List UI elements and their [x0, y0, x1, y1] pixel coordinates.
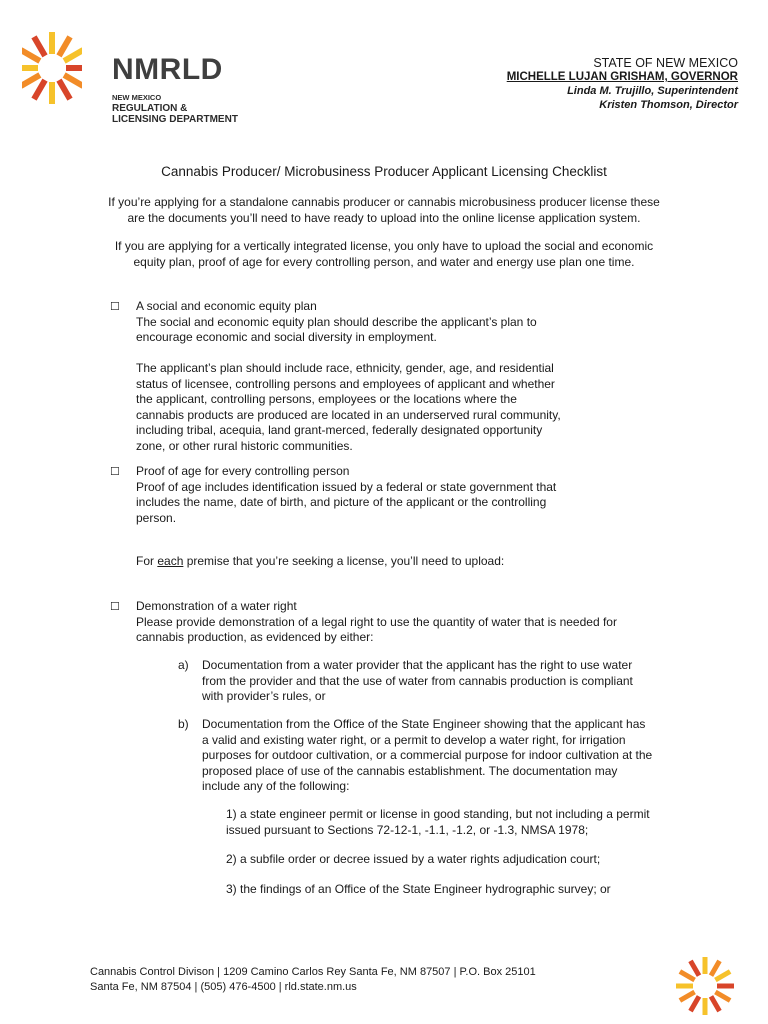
- item-heading: Demonstration of a water right: [136, 599, 297, 613]
- page-title: Cannabis Producer/ Microbusiness Producer Applicant Licensing Checklist: [161, 164, 607, 179]
- brand-line-3: LICENSING DEPARTMENT: [112, 114, 238, 125]
- intro-p2-line-1: If you are applying for a vertically integrated license, you only have to upload the social and economic: [114, 239, 654, 253]
- option-text-line: proposed place of use of the cannabis establishment. The documentation may: [202, 763, 618, 778]
- option-text-line: include any of the following:: [202, 779, 350, 793]
- option-text-line: purposes for outdoor cultivation, or a commercial purpose for indoor cultivation at the: [202, 748, 653, 762]
- item-equity-plan: [136, 299, 606, 454]
- footer-line-1: Cannabis Control Divison | 1209 Camino Carlos Rey Santa Fe, NM 87507 | P.O. Box 25101: [90, 966, 536, 978]
- intro-paragraph-2: [80, 239, 688, 270]
- item-text-line: Proof of age includes identification issued by a federal or state government that: [136, 479, 557, 494]
- option-text-line: with provider’s rules, or: [202, 689, 326, 703]
- intro-p1-line-2: are the documents you’ll need to have ready to upload into the online license application system.: [127, 210, 641, 225]
- premise-pre: For: [136, 554, 158, 568]
- item-text-line: includes the name, date of birth, and picture of the applicant or the controlling: [136, 495, 547, 509]
- item-text-line: cannabis production, as evidenced by either:: [136, 630, 374, 644]
- brand-block: [112, 54, 238, 125]
- sub-item-line: 1) a state engineer permit or license in good standing, but not including a permit: [226, 807, 650, 821]
- premise-emphasis: each: [157, 554, 184, 568]
- item-water-right: [136, 599, 656, 646]
- page-footer: [90, 965, 536, 994]
- option-b-label: b): [178, 717, 189, 731]
- brand-subtitle: [112, 92, 238, 125]
- item-proof-of-age: [136, 464, 606, 526]
- checkbox-equity-plan[interactable]: ☐: [110, 301, 120, 313]
- sub-item-2: 2) a subfile order or decree issued by a water rights adjudication court;: [226, 852, 601, 866]
- item-text-line: zone, or other rural historic communities.: [136, 438, 353, 453]
- premise-instruction: [136, 554, 606, 570]
- option-text-line: Documentation from a water provider that the applicant has the right to use water: [202, 658, 633, 672]
- item-text-line: encourage economic and social diversity in employment.: [136, 330, 437, 344]
- option-text-line: from the provider and that the use of water from cannabis production is compliant: [202, 673, 633, 688]
- item-heading: A social and economic equity plan: [136, 299, 317, 313]
- brand-name: NMRLD: [112, 53, 223, 86]
- item-text-line: Please provide demonstration of a legal right to use the quantity of water that is needed for: [136, 614, 617, 629]
- item-text-line: cannabis products are produced are located in an underserved rural community,: [136, 407, 561, 422]
- brand-line-2: REGULATION &: [112, 103, 188, 114]
- state-name: STATE OF NEW MEXICO: [593, 56, 738, 70]
- brand-line-1: NEW MEXICO: [112, 93, 162, 102]
- item-text-line: The applicant’s plan should include race, ethnicity, gender, age, and residential: [136, 361, 554, 375]
- intro-p1-line-1: If you’re applying for a standalone cannabis producer or cannabis microbusiness producer license these: [108, 195, 660, 209]
- option-a-label: a): [178, 658, 189, 672]
- sub-item-line: issued pursuant to Sections 72-12-1, -1.1, -1.2, or -1.3, NMSA 1978;: [226, 822, 589, 837]
- item-text-line: person.: [136, 510, 177, 525]
- item-text-line: the applicant, controlling persons, employees or the locations where the: [136, 392, 517, 406]
- nmrld-starburst-logo: [22, 28, 82, 108]
- checkbox-water-right[interactable]: ☐: [110, 601, 120, 613]
- governor-name: MICHELLE LUJAN GRISHAM, GOVERNOR: [506, 71, 738, 83]
- item-text-line: The social and economic equity plan should describe the applicant’s plan to: [136, 314, 537, 329]
- sub-item-3: 3) the findings of an Office of the State Engineer hydrographic survey; or: [226, 882, 611, 896]
- intro-p2-line-2: equity plan, proof of age for every controlling person, and water and energy use plan one time.: [133, 254, 635, 269]
- footer-starburst-logo: [676, 954, 734, 1018]
- option-b: [202, 717, 682, 795]
- checkbox-proof-of-age[interactable]: ☐: [110, 466, 120, 478]
- item-heading: Proof of age for every controlling person: [136, 464, 350, 478]
- intro-paragraph-1: [80, 195, 688, 226]
- superintendent-name: Linda M. Trujillo, Superintendent: [567, 85, 738, 97]
- item-text-line: status of licensee, controlling persons and employees of applicant and whether: [136, 376, 555, 391]
- option-text-line: a valid and existing water right, or a permit to develop a water right, for irrigation: [202, 732, 626, 747]
- footer-line-2: Santa Fe, NM 87504 | (505) 476-4500 | rld.state.nm.us: [90, 980, 357, 993]
- sub-item-1: [226, 807, 676, 838]
- premise-post: premise that you’re seeking a license, you’ll need to upload:: [183, 554, 505, 568]
- state-header: [507, 56, 738, 112]
- item-text-line: including tribal, acequia, land grant-merced, federally designated opportunity: [136, 423, 543, 437]
- director-name: Kristen Thomson, Director: [599, 99, 738, 111]
- option-a: [202, 658, 682, 705]
- option-text-line: Documentation from the Office of the State Engineer showing that the applicant has: [202, 717, 646, 731]
